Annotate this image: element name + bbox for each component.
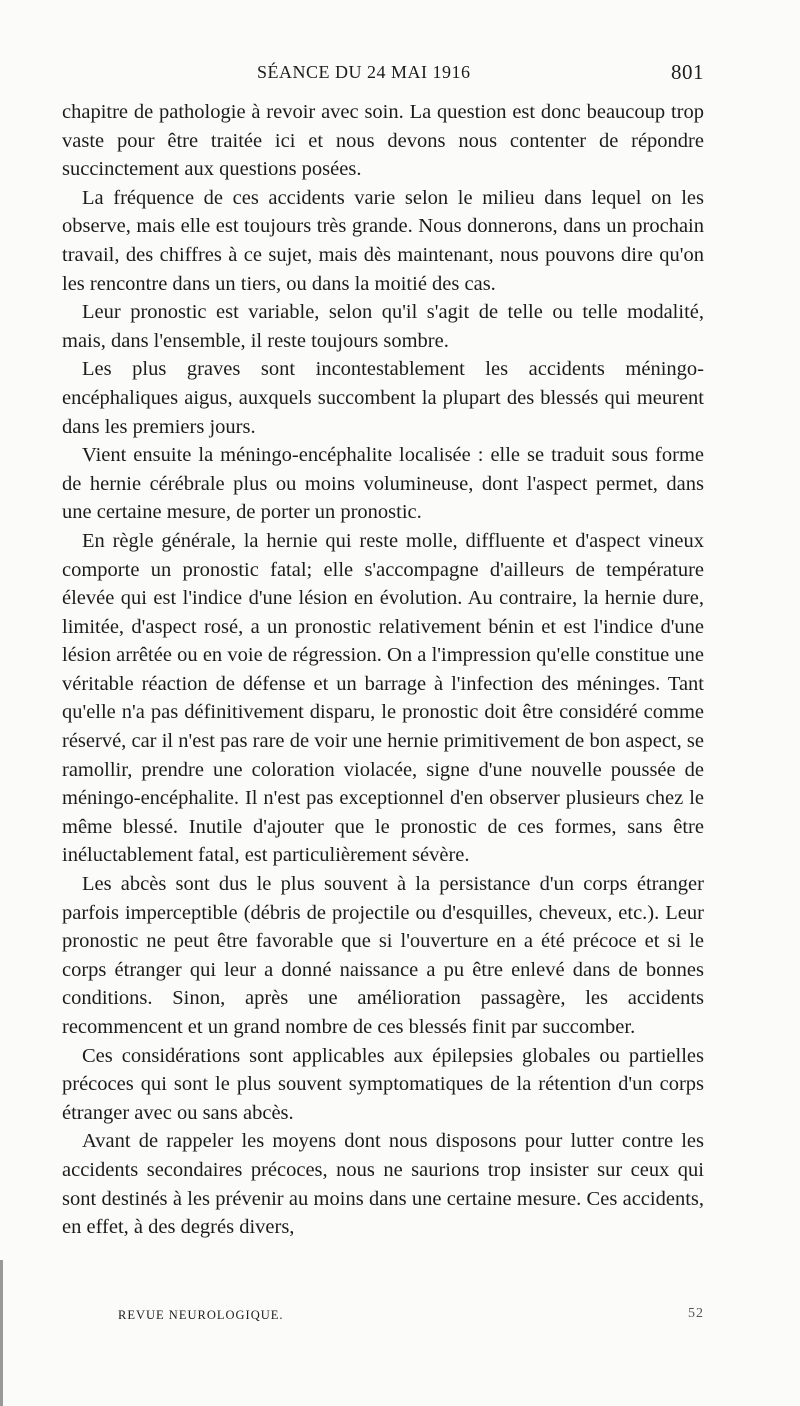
- running-title: SÉANCE DU 24 MAI 1916: [257, 62, 471, 82]
- page-number: 801: [671, 60, 704, 84]
- paragraph: chapitre de pathologie à revoir avec soin. La question est donc beaucoup trop vaste pour être traitée ici et nous devons nous contenter de répondre succinctement aux questions posées.: [62, 101, 704, 181]
- paragraph: En règle générale, la hernie qui reste molle, diffluente et d'aspect vineux comporte un pronostic fatal; elle s'accompagne d'ailleurs de température élevée qui est l'indice d'une lésion en évolution. Au contraire, la hernie dure, limitée, d'aspect rosé, a un pronostic relativement bénin et est l'indice d'une lésion arrêtée ou en voie de régression. On a l'impression qu'elle constitue une véritable réaction de défense et un barrage à l'infection des méninges. Tant qu'elle n'a pas définitivement disparu, le pronostic doit être considéré comme réservé, car il n'est pas rare de voir une hernie primitivement de bon aspect, se ramollir, prendre une coloration violacée, signe d'une nouvelle poussée de méningo-encéphalite. Il n'est pas exceptionnel d'en observer plusieurs chez le même blessé. Inutile d'ajouter que le pronostic de ces formes, sans être inéluctablement fatal, est particulièrement sévère.: [62, 529, 704, 867]
- page-footer: [118, 1308, 704, 1323]
- paragraph: Avant de rappeler les moyens dont nous disposons pour lutter contre les accidents secondaires précoces, nous ne saurions trop insister sur ceux qui sont destinés à les prévenir au moins dans une certaine mesure. Ces accidents, en effet, à des degrés divers,: [62, 1130, 704, 1239]
- paragraph: La fréquence de ces accidents varie selon le milieu dans lequel on les observe, mais elle est toujours très grande. Nous donnerons, dans un prochain travail, des chiffres à ce sujet, mais dès maintenant, nous pouvons dire qu'on les rencontre dans un tiers, ou dans la moitié des cas.: [62, 186, 704, 295]
- paragraph: Les abcès sont dus le plus souvent à la persistance d'un corps étranger parfois imperceptible (débris de projectile ou d'esquilles, cheveux, etc.). Leur pronostic ne peut être favorable que si l'ouverture en a été précoce et si le corps étranger qui leur a donné naissance a pu être enlevé dans de bonnes conditions. Sinon, après une amélioration passagère, les accidents recommencent et un grand nombre de ces blessés finit par succomber.: [62, 873, 704, 1038]
- running-header: [62, 60, 704, 88]
- signature-mark: 52: [688, 1306, 704, 1321]
- paragraph: Ces considérations sont applicables aux épilepsies globales ou partielles précoces qui sont le plus souvent symptomatiques de la rétention d'un corps étranger avec ou sans abcès.: [62, 1044, 704, 1124]
- paragraph: Vient ensuite la méningo-encéphalite localisée : elle se traduit sous forme de hernie cérébrale plus ou moins volumineuse, dont l'aspect permet, dans une certaine mesure, de porter un pronostic.: [62, 444, 704, 524]
- paragraph: Les plus graves sont incontestablement les accidents méningo-encéphaliques aigus, auxquels succombent la plupart des blessés qui meurent dans les premiers jours.: [62, 358, 704, 438]
- page-edge-shadow: [0, 1260, 3, 1406]
- journal-title: REVUE NEUROLOGIQUE.: [118, 1308, 284, 1322]
- body-text: [62, 98, 704, 1242]
- paragraph: Leur pronostic est variable, selon qu'il s'agit de telle ou telle modalité, mais, dans l'ensemble, il reste toujours sombre.: [62, 301, 704, 352]
